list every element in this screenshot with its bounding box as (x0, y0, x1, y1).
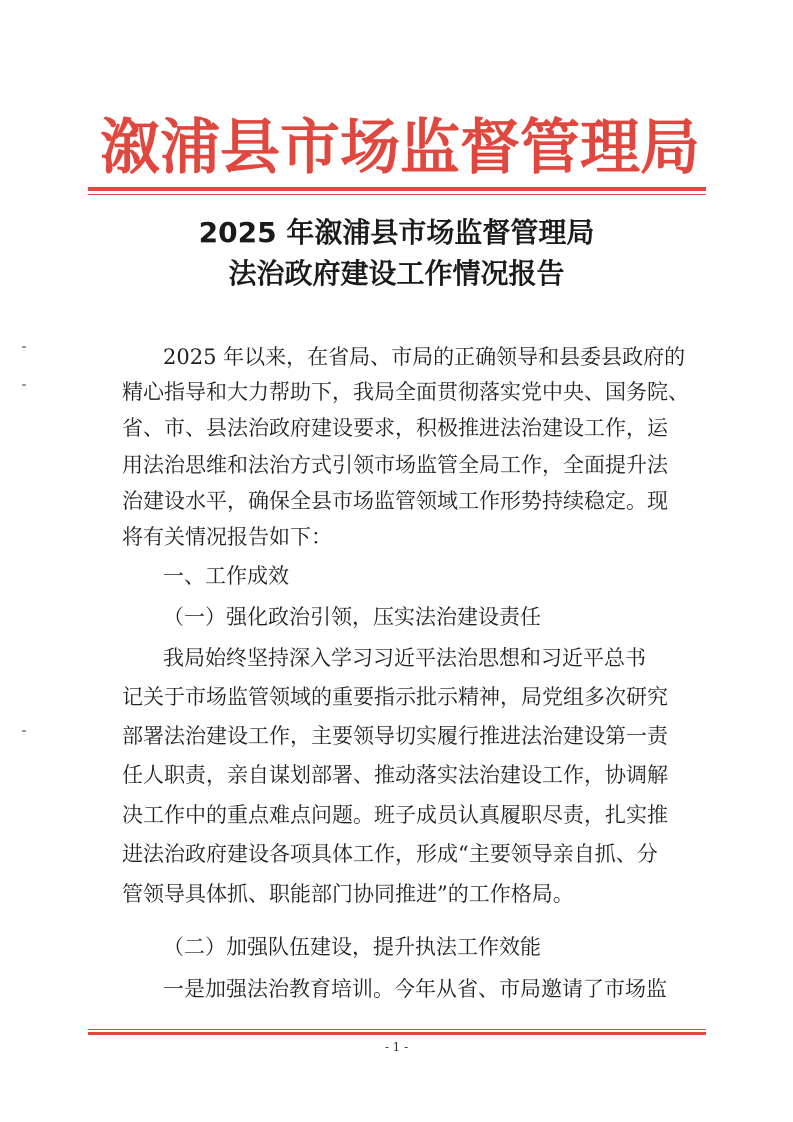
intro-line: 精心指导和大力帮助下，我局全面贯彻落实党中央、国务院、 (122, 380, 689, 404)
margin-mark (22, 730, 26, 732)
intro-line: 省、市、县法治政府建设要求，积极推进法治建设工作，运 (122, 416, 668, 440)
subsection-heading: （一）强化政治引领，压实法治建设责任 (163, 605, 541, 629)
margin-mark (22, 346, 26, 348)
body-line: 部署法治建设工作，主要领导切实履行推进法治建设第一责 (122, 724, 668, 748)
page-number: - 1 - (384, 1040, 409, 1054)
letterhead-org-name: 溆浦县市场监督管理局 (100, 113, 700, 183)
report-title-line2: 法治政府建设工作情况报告 (228, 257, 565, 290)
intro-line: 2025 年以来，在省局、市局的正确领导和县委县政府的 (163, 345, 686, 369)
body-line: 进法治政府建设各项具体工作，形成“主要领导亲自抓、分 (122, 842, 658, 866)
footer-rule-thin (88, 1029, 706, 1030)
section-heading: 一、工作成效 (163, 564, 289, 588)
intro-line: 将有关情况报告如下： (122, 525, 332, 549)
body-line: 记关于市场监管领域的重要指示批示精神，局党组多次研究 (122, 685, 668, 709)
body-line: 我局始终坚持深入学习习近平法治思想和习近平总书 (163, 646, 646, 670)
body-line: 一是加强法治教育培训。今年从省、市局邀请了市场监 (163, 977, 667, 1001)
margin-mark (22, 384, 26, 386)
body-line: 任人职责，亲自谋划部署、推动落实法治建设工作，协调解 (122, 763, 668, 787)
letterhead-rule-thick (88, 187, 706, 191)
footer-rule-thick (88, 1032, 706, 1035)
letterhead-rule-thin (88, 194, 706, 195)
subsection-heading: （二）加强队伍建设，提升执法工作效能 (163, 935, 541, 959)
intro-line: 治建设水平，确保全县市场监管领域工作形势持续稳定。现 (122, 489, 668, 513)
body-line: 管领导具体抓、职能部门协同推进”的工作格局。 (122, 882, 574, 906)
intro-line: 用法治思维和法治方式引领市场监管全局工作，全面提升法 (122, 453, 668, 477)
report-title-line1: 2025 年溆浦县市场监督管理局 (198, 216, 595, 249)
body-line: 决工作中的重点难点问题。班子成员认真履职尽责，扎实推 (122, 803, 668, 827)
